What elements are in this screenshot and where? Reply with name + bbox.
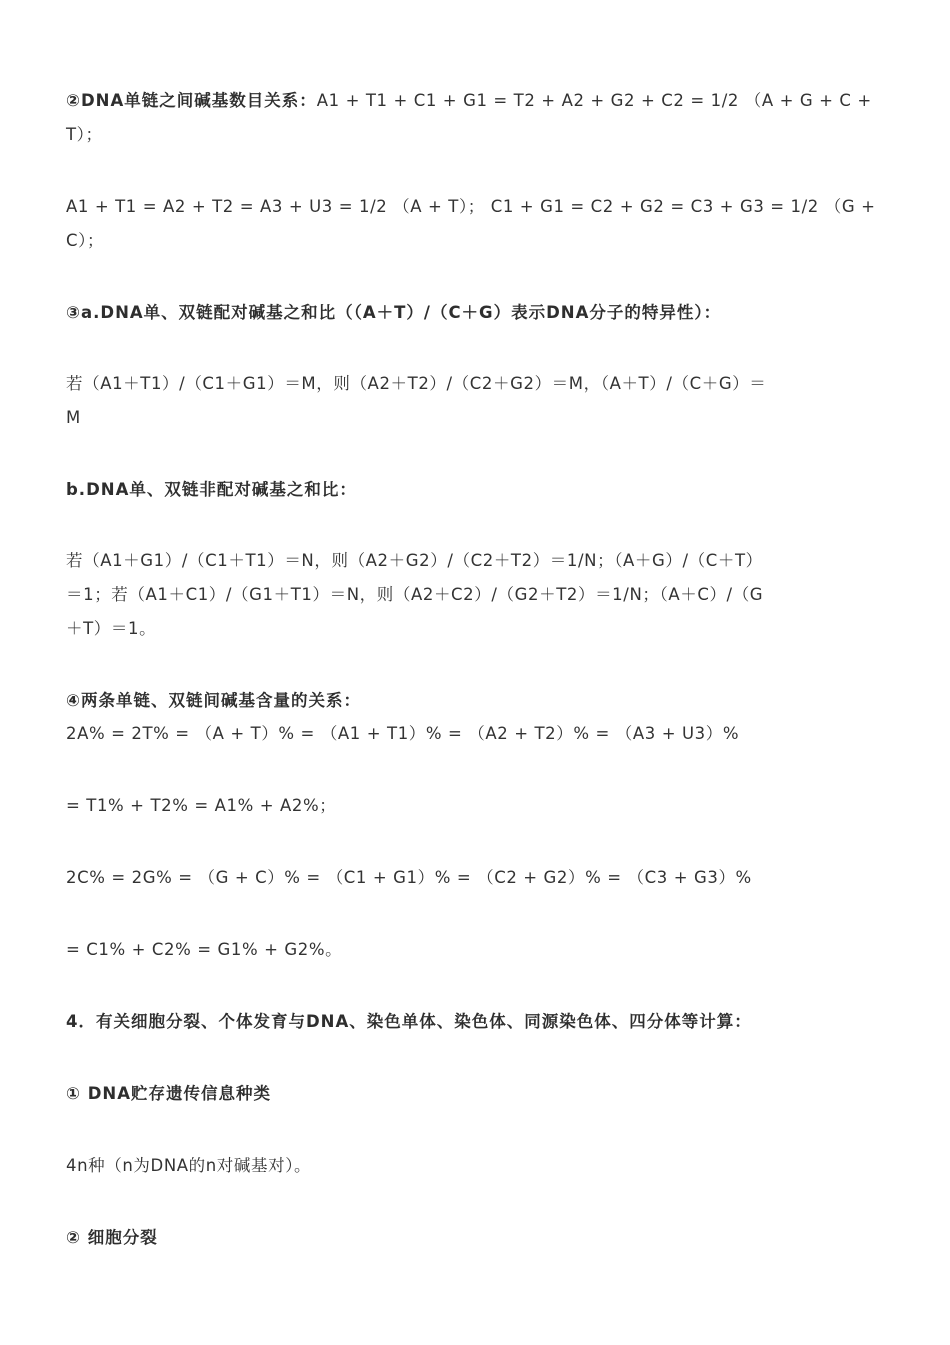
paragraph-line xyxy=(66,407,886,429)
formula-text: 若（A1＋T1）/（C1＋G1）＝M，则（A2＋T2）/（C2＋G2）＝M，（A＋T）/（C＋G）＝ xyxy=(66,374,767,393)
paragraph-line xyxy=(66,723,886,745)
paragraph-line xyxy=(66,939,886,961)
formula-text: C）； xyxy=(66,231,105,250)
formula-text: A1 + T1 + C1 + G1 = T2 + A2 + G2 + C2 = 1/2 （A + G + C + xyxy=(316,91,872,110)
section-heading: ① DNA贮存遗传信息种类 xyxy=(66,1084,271,1103)
paragraph-line xyxy=(66,90,886,112)
formula-text: 4n种（n为DNA的n对碱基对）。 xyxy=(66,1156,312,1175)
formula-text: A1 + T1 = A2 + T2 = A3 + U3 = 1/2 （A + T）； C1 + G1 = C2 + G2 = C3 + G3 = 1/2 （G + xyxy=(66,197,876,216)
paragraph-line xyxy=(66,584,886,606)
formula-text: = C1% + C2% = G1% + G2%。 xyxy=(66,940,343,959)
formula-text: ＋T）＝1。 xyxy=(66,619,157,638)
paragraph-line xyxy=(66,550,886,572)
paragraph-line xyxy=(66,867,886,889)
formula-text: = T1% + T2% = A1% + A2%； xyxy=(66,796,337,815)
paragraph-line xyxy=(66,1155,886,1177)
formula-text: 若（A1＋G1）/（C1＋T1）＝N，则（A2＋G2）/（C2＋T2）＝1/N；（A＋G）/（C＋T） xyxy=(66,551,763,570)
section-heading: 4．有关细胞分裂、个体发育与DNA、染色单体、染色体、同源染色体、四分体等计算： xyxy=(66,1012,752,1031)
section-heading: ③a.DNA单、双链配对碱基之和比（（A＋T）/（C＋G）表示DNA分子的特异性）： xyxy=(66,303,722,322)
formula-text: 2A% = 2T% = （A + T）% = （A1 + T1）% = （A2 + T2）% = （A3 + U3）% xyxy=(66,724,740,743)
paragraph-line xyxy=(66,618,886,640)
paragraph-line xyxy=(66,373,886,395)
formula-text: ＝1；若（A1＋C1）/（G1＋T1）＝N，则（A2＋C2）/（G2＋T2）＝1/N；（A＋C）/（G xyxy=(66,585,764,604)
section-heading: ④两条单链、双链间碱基含量的关系： xyxy=(66,691,361,710)
section-heading: ②DNA单链之间碱基数目关系： xyxy=(66,91,317,110)
formula-text: T）； xyxy=(66,125,103,144)
section-heading: ② 细胞分裂 xyxy=(66,1228,158,1247)
paragraph-line xyxy=(66,196,886,218)
paragraph-line xyxy=(66,795,886,817)
formula-text: 2C% = 2G% = （G + C）% = （C1 + G1）% = （C2 + G2）% = （C3 + G3）% xyxy=(66,868,752,887)
paragraph-line xyxy=(66,230,886,252)
section-heading: b.DNA单、双链非配对碱基之和比： xyxy=(66,480,357,499)
paragraph-line xyxy=(66,124,886,146)
formula-text: M xyxy=(66,408,81,427)
